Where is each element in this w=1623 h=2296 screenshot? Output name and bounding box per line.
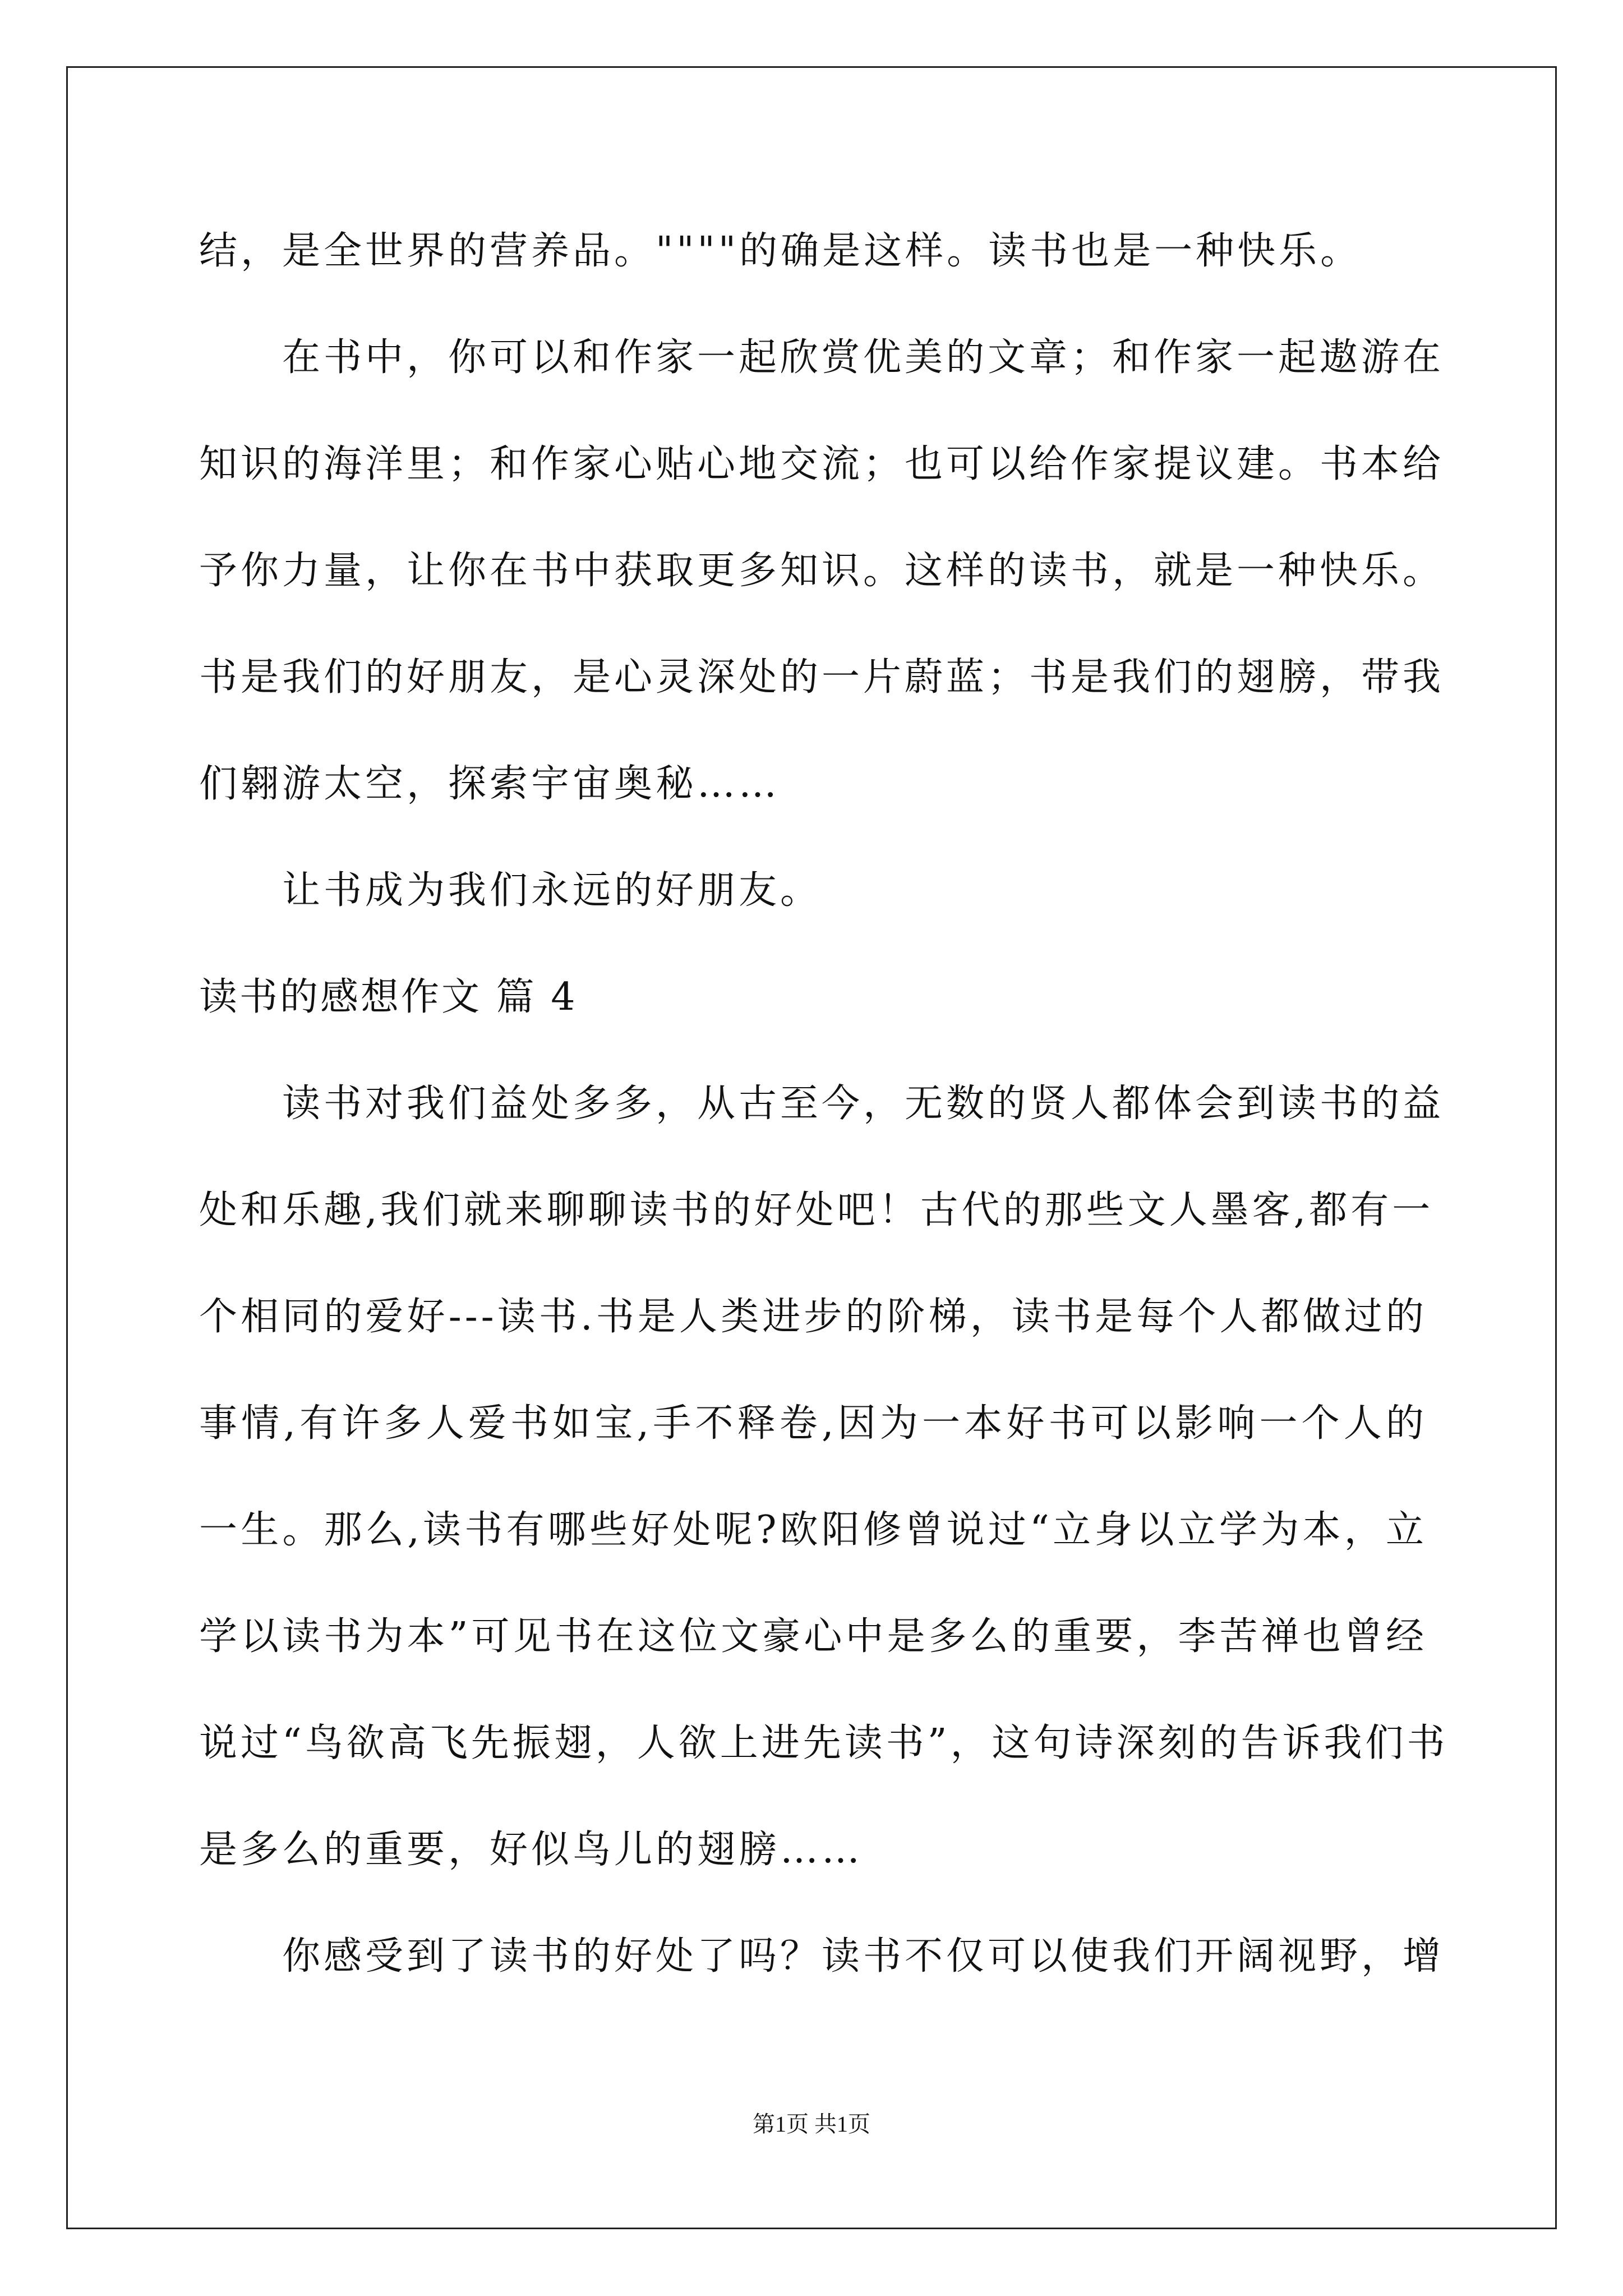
paragraph-line: 一生。那么,读书有哪些好处呢?欧阳修曾说过“立身以立学为本，立: [199, 1508, 1427, 1552]
page-border: [66, 66, 1557, 2229]
paragraph-line: 予你力量，让你在书中获取更多知识。这样的读书，就是一种快乐。: [199, 549, 1445, 593]
paragraph-line: 书是我们的好朋友，是心灵深处的一片蔚蓝；书是我们的翅膀，带我: [199, 655, 1445, 700]
section-heading: 读书的感想作文 篇 4: [199, 975, 578, 1019]
paragraph-line: 让书成为我们永远的好朋友。: [282, 868, 822, 913]
paragraph-line: 处和乐趣,我们就来聊聊读书的好处吧！古代的那些文人墨客,都有一: [199, 1188, 1434, 1232]
page-footer: [0, 2108, 1623, 2141]
paragraph-line: 结，是全世界的营养品。""""的确是这样。读书也是一种快乐。: [199, 229, 1362, 273]
paragraph-line: 个相同的爱好---读书.书是人类进步的阶梯，读书是每个人都做过的: [199, 1295, 1428, 1339]
paragraph-line: 说过“鸟欲高飞先振翅，人欲上进先读书”，这句诗深刻的告诉我们书: [199, 1721, 1449, 1765]
paragraph-line: 事情,有许多人爱书如宝,手不释卷,因为一本好书可以影响一个人的: [199, 1401, 1427, 1446]
paragraph-line: 是多么的重要，好似鸟儿的翅膀……: [199, 1828, 864, 1872]
page-number: 第1页 共1页: [753, 2111, 870, 2137]
paragraph-line: 知识的海洋里；和作家心贴心地交流；也可以给作家提议建。书本给: [199, 442, 1445, 486]
paragraph-line: 学以读书为本”可见书在这位文豪心中是多么的重要，李苦禅也曾经: [199, 1614, 1427, 1659]
paragraph-line: 在书中，你可以和作家一起欣赏优美的文章；和作家一起遨游在: [282, 335, 1445, 380]
paragraph-line: 们翱游太空，探索宇宙奥秘……: [199, 762, 781, 806]
paragraph-line: 读书对我们益处多多，从古至今，无数的贤人都体会到读书的益: [282, 1082, 1445, 1126]
paragraph-line: 你感受到了读书的好处了吗？读书不仅可以使我们开阔视野，增: [282, 1934, 1445, 1978]
